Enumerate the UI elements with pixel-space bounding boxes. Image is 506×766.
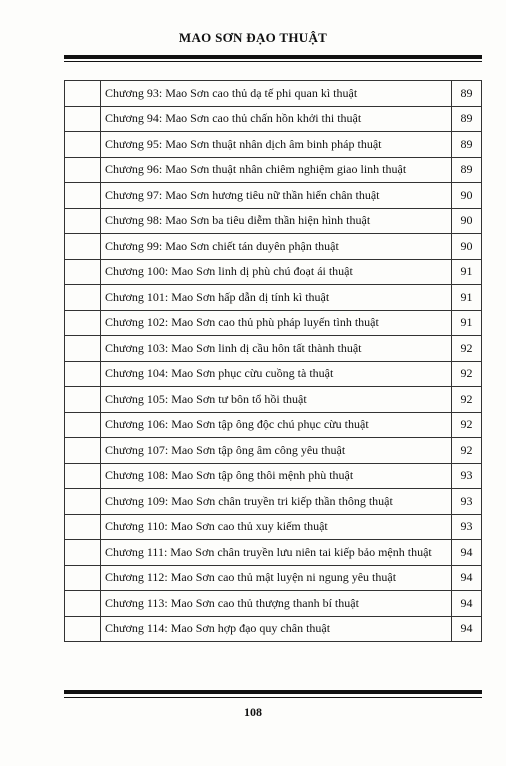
- toc-row: [65, 591, 482, 617]
- toc-page-number: 94: [452, 616, 482, 642]
- toc-blank-cell: [65, 540, 101, 566]
- toc-page-number: 93: [452, 489, 482, 515]
- toc-blank-cell: [65, 310, 101, 336]
- toc-page-number: 94: [452, 540, 482, 566]
- toc-page-number: 89: [452, 106, 482, 132]
- toc-chapter-title: Chương 109: Mao Sơn chân truyền tri kiếp thần thông thuật: [101, 489, 452, 515]
- toc-row: [65, 106, 482, 132]
- toc-blank-cell: [65, 412, 101, 438]
- toc-blank-cell: [65, 183, 101, 209]
- toc-blank-cell: [65, 106, 101, 132]
- toc-chapter-title: Chương 114: Mao Sơn hợp đạo quy chân thuật: [101, 616, 452, 642]
- toc-page-number: 94: [452, 565, 482, 591]
- toc-page-number: 92: [452, 387, 482, 413]
- toc-page-number: 93: [452, 514, 482, 540]
- toc-table: [64, 80, 482, 642]
- toc-chapter-title: Chương 105: Mao Sơn tư bôn tổ hồi thuật: [101, 387, 452, 413]
- toc-blank-cell: [65, 387, 101, 413]
- toc-chapter-title: Chương 107: Mao Sơn tập ông âm công yêu thuật: [101, 438, 452, 464]
- toc-page-number: 92: [452, 336, 482, 362]
- footer-rule-thick: [64, 690, 482, 694]
- toc-blank-cell: [65, 361, 101, 387]
- toc-blank-cell: [65, 489, 101, 515]
- toc-row: [65, 336, 482, 362]
- page-number: 108: [244, 705, 262, 719]
- toc-blank-cell: [65, 438, 101, 464]
- toc-row: [65, 438, 482, 464]
- toc-blank-cell: [65, 157, 101, 183]
- toc-row: [65, 310, 482, 336]
- header-rule-thin: [64, 61, 482, 62]
- toc-chapter-title: Chương 108: Mao Sơn tập ông thôi mệnh phù thuật: [101, 463, 452, 489]
- toc-blank-cell: [65, 132, 101, 158]
- toc-page-number: 89: [452, 157, 482, 183]
- toc-blank-cell: [65, 336, 101, 362]
- toc-row: [65, 285, 482, 311]
- toc-row: [65, 616, 482, 642]
- toc-chapter-title: Chương 106: Mao Sơn tập ông độc chú phục cừu thuật: [101, 412, 452, 438]
- toc-page-number: 92: [452, 412, 482, 438]
- toc-body: [65, 81, 482, 642]
- toc-chapter-title: Chương 104: Mao Sơn phục cừu cuồng tà thuật: [101, 361, 452, 387]
- toc-blank-cell: [65, 616, 101, 642]
- toc-page-number: 89: [452, 132, 482, 158]
- toc-page-number: 90: [452, 208, 482, 234]
- toc-page-number: 92: [452, 438, 482, 464]
- toc-row: [65, 387, 482, 413]
- toc-row: [65, 234, 482, 260]
- toc-chapter-title: Chương 110: Mao Sơn cao thủ xuy kiếm thuật: [101, 514, 452, 540]
- toc-row: [65, 565, 482, 591]
- toc-row: [65, 489, 482, 515]
- toc-chapter-title: Chương 102: Mao Sơn cao thủ phù pháp luyến tình thuật: [101, 310, 452, 336]
- toc-blank-cell: [65, 259, 101, 285]
- toc-row: [65, 259, 482, 285]
- toc-row: [65, 361, 482, 387]
- toc-chapter-title: Chương 99: Mao Sơn chiết tán duyên phận thuật: [101, 234, 452, 260]
- toc-row: [65, 463, 482, 489]
- toc-page-number: 94: [452, 591, 482, 617]
- toc-chapter-title: Chương 95: Mao Sơn thuật nhân dịch âm binh pháp thuật: [101, 132, 452, 158]
- toc-row: [65, 183, 482, 209]
- toc-chapter-title: Chương 93: Mao Sơn cao thủ dạ tế phi quan kì thuật: [101, 81, 452, 107]
- toc-page-number: 91: [452, 285, 482, 311]
- toc-page-number: 91: [452, 259, 482, 285]
- toc-page-number: 91: [452, 310, 482, 336]
- toc-page-number: 90: [452, 234, 482, 260]
- toc-blank-cell: [65, 81, 101, 107]
- toc-row: [65, 157, 482, 183]
- toc-row: [65, 81, 482, 107]
- toc-chapter-title: Chương 94: Mao Sơn cao thủ chấn hồn khởi thi thuật: [101, 106, 452, 132]
- toc-blank-cell: [65, 234, 101, 260]
- toc-chapter-title: Chương 111: Mao Sơn chân truyền lưu niên tai kiếp bảo mệnh thuật: [101, 540, 452, 566]
- toc-chapter-title: Chương 98: Mao Sơn ba tiêu diễm thần hiện hình thuật: [101, 208, 452, 234]
- toc-blank-cell: [65, 208, 101, 234]
- toc-row: [65, 514, 482, 540]
- toc-chapter-title: Chương 97: Mao Sơn hương tiêu nữ thần hiển chân thuật: [101, 183, 452, 209]
- toc-chapter-title: Chương 101: Mao Sơn hấp dẫn dị tính kì thuật: [101, 285, 452, 311]
- toc-page-number: 93: [452, 463, 482, 489]
- toc-row: [65, 132, 482, 158]
- toc-blank-cell: [65, 565, 101, 591]
- header-rule-thick: [64, 55, 482, 59]
- toc-page-number: 90: [452, 183, 482, 209]
- toc-page-number: 89: [452, 81, 482, 107]
- toc-row: [65, 540, 482, 566]
- toc-chapter-title: Chương 113: Mao Sơn cao thủ thượng thanh bí thuật: [101, 591, 452, 617]
- toc-chapter-title: Chương 112: Mao Sơn cao thủ mật luyện ni ngung yêu thuật: [101, 565, 452, 591]
- toc-blank-cell: [65, 591, 101, 617]
- toc-row: [65, 412, 482, 438]
- toc-chapter-title: Chương 103: Mao Sơn linh dị cầu hôn tất thành thuật: [101, 336, 452, 362]
- toc-blank-cell: [65, 514, 101, 540]
- page-header-title: MAO SƠN ĐẠO THUẬT: [178, 30, 328, 45]
- toc-blank-cell: [65, 285, 101, 311]
- toc-row: [65, 208, 482, 234]
- toc-chapter-title: Chương 100: Mao Sơn linh dị phù chú đoạt ái thuật: [101, 259, 452, 285]
- footer-rule-thin: [64, 697, 482, 698]
- toc-chapter-title: Chương 96: Mao Sơn thuật nhân chiêm nghiệm giao linh thuật: [101, 157, 452, 183]
- toc-page-number: 92: [452, 361, 482, 387]
- toc-blank-cell: [65, 463, 101, 489]
